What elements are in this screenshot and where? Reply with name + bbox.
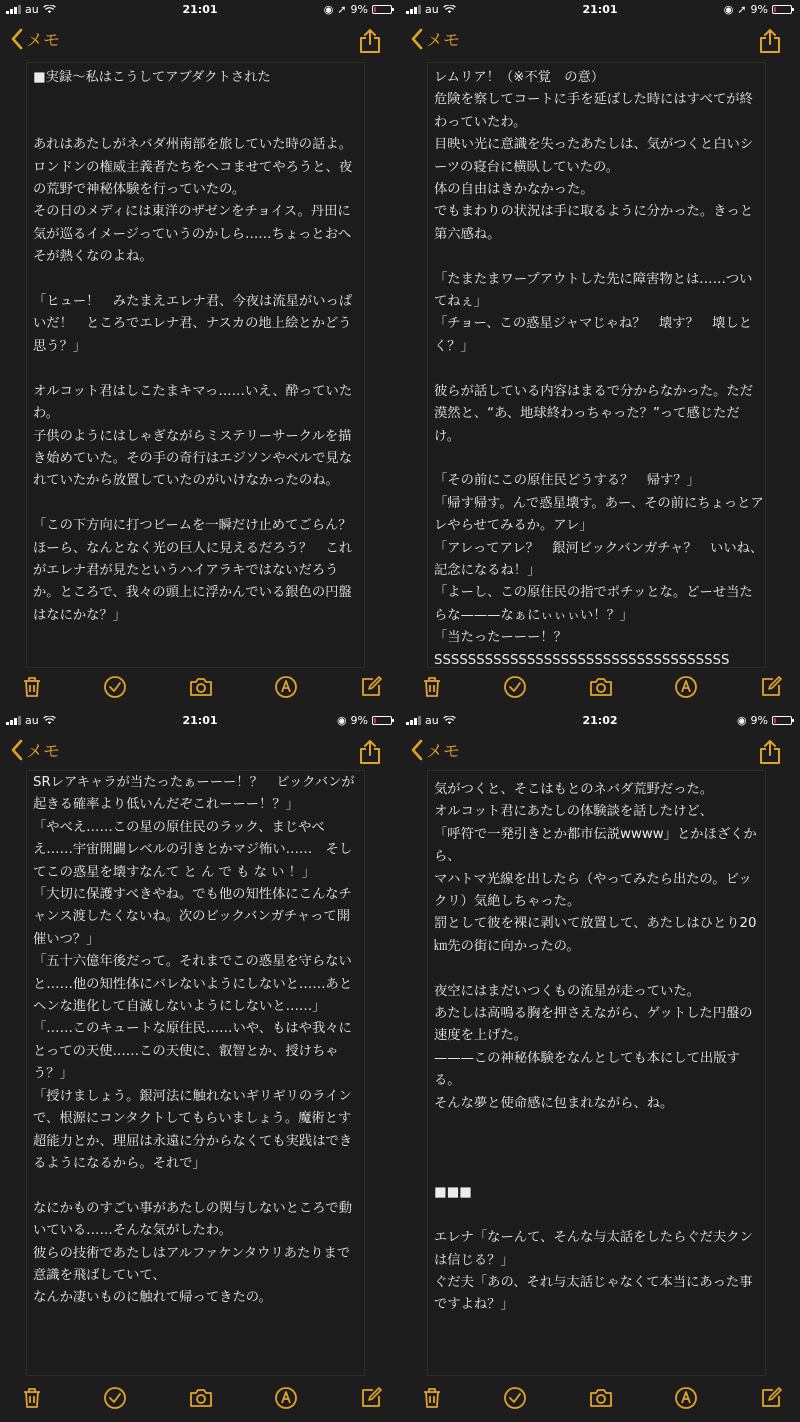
chevron-left-icon — [410, 739, 424, 761]
note-text[interactable]: レムリア！（※不覚 の意） 危険を察してコートに手を延ばした時にはすべてが終わっていたわ。 目映い光に意識を失ったあたしは、気がつくと白いシーツの寝台に横臥していたの。 体の自由はきかなかった。 でもまわりの状況は手に取るように分かった。きっと第六感ね。 「たまたまワープアウトした先に障害物とは……ついてねぇ」 「チョー、この惑星ジャマじゃね？ 壊す？ 壊しとく？」 彼らが話している内容はまるで分からなかった。ただ漠然と、“あ、地球終わっちゃった？”って感じただけ。 「その前にこの原住民どうする？ 帰す？」 「帰す帰す。んで惑星壊す。あー、その前にちょっとアレやらせてみるか。アレ」 「アレってアレ？ 銀河ビックバンガチャ？ いいね、記念になるね！」 「よーし、この原住民の指でポチッとな。どーせ当たらな———なぁにぃぃぃい！？」 「当たったーーー！？ SSSSSSSSSSSSSSSSSSSSSSSSSSSSSSSSSSS — [434, 70, 764, 668]
battery-percent: 9% — [750, 3, 768, 16]
note-text[interactable]: SRレアキャラが当たったぁーーー！？ ビックバンが起きる確率より低いんだぞこれーーー！？」 「やべえ……この星の原住民のラック、まじやべえ……宇宙開闢レベルの引きとかマジ怖い…… そしてこの惑星を壊すなんて と ん で も な い ！」 「大切に保護すべきやね。でも他の知性体にこんなチャンス渡したくないね。次のビックバンガチャって開催いつ？」 「五十六億年後だって。それまでこの惑星を守らないと……他の知性体にバレないようにしないと……あとヘンな進化して自滅しないようにしないと……」 「……このキュートな原住民……いや、もはや我々にとっての天使……この天使に、叡智とか、授けちゃう？」 「授けましょう。銀河法に触れないギリギリのラインで、根源にコンタクトしてもらいましょう。魔術とす超能力とか、理屈は永遠に分からなくても実践はできるようになるから。それで」 なにかものすごい事があたしの関与しないところで動いている……そんな気がしたわ。 彼らの技術であたしはアルファケンタウリあたりまで意識を飛ばしていて、 なんか凄いものに触れて帰ってきたの。 — [33, 775, 355, 1306]
note-text[interactable]: 気がつくと、そこはもとのネバダ荒野だった。 オルコット君にあたしの体験談を話したけど、 「呼符で一発引きとか都市伝説wwww」とかほざくから、 マハトマ光線を出したら（やってみたら出たの。ビックリ）気絶しちゃった。 罰として彼を裸に剥いて放置して、あたしはひとり20㎞先の街に向かったの。 夜空にはまだいつくもの流星が走っていた。 あたしは高鳴る胸を押さえながら、ゲットした円盤の速度を上げた。 ———この神秘体験をなんとしても本にして出版する。 そんな夢と使命感に包まれながら、ね。 ■■■ エレナ「なーんて、そんな与太話をしたらぐだ夫クンは信じる？」 ぐだ夫「あの、それ与太話じゃなくて本当にあった事ですよね？」 — [434, 782, 757, 1313]
share-icon[interactable] — [358, 28, 382, 54]
battery-icon — [372, 716, 392, 725]
battery-icon — [772, 716, 792, 725]
checklist-icon[interactable] — [103, 1386, 127, 1410]
camera-icon[interactable] — [189, 1386, 213, 1410]
status-bar — [400, 0, 800, 20]
orientation-lock-icon: ◉ — [736, 714, 747, 727]
share-icon[interactable] — [758, 739, 782, 765]
orientation-lock-icon: ◉ — [336, 714, 347, 727]
notes-screen-2 — [400, 0, 800, 711]
location-icon: ➚ — [337, 3, 347, 16]
trash-icon[interactable] — [20, 1386, 44, 1410]
markup-pen-icon[interactable] — [674, 675, 698, 699]
nav-bar — [400, 24, 800, 60]
notes-screen-3 — [0, 711, 400, 1422]
chevron-left-icon — [10, 739, 24, 761]
note-body[interactable] — [26, 62, 365, 668]
status-bar — [0, 0, 400, 20]
clock: 21:02 — [582, 714, 618, 727]
clock: 21:01 — [182, 714, 218, 727]
back-button[interactable] — [10, 26, 60, 51]
share-icon[interactable] — [758, 28, 782, 54]
orientation-lock-icon: ◉ — [723, 3, 734, 16]
battery-percent: 9% — [750, 714, 768, 727]
compose-icon[interactable] — [359, 1386, 383, 1410]
back-label: メモ — [426, 742, 460, 762]
orientation-lock-icon: ◉ — [323, 3, 334, 16]
bottom-toolbar — [400, 1376, 800, 1422]
trash-icon[interactable] — [420, 1386, 444, 1410]
back-button[interactable] — [410, 26, 460, 51]
carrier-label: au — [425, 3, 439, 16]
checklist-icon[interactable] — [503, 675, 527, 699]
camera-icon[interactable] — [189, 675, 213, 699]
back-label: メモ — [26, 742, 60, 762]
nav-bar — [0, 735, 400, 771]
back-label: メモ — [426, 31, 460, 51]
location-icon: ➚ — [737, 3, 747, 16]
markup-pen-icon[interactable] — [274, 1386, 298, 1410]
camera-icon[interactable] — [589, 675, 613, 699]
compose-icon[interactable] — [359, 675, 383, 699]
bottom-toolbar — [400, 665, 800, 711]
note-body[interactable] — [427, 62, 766, 668]
carrier-label: au — [425, 714, 439, 727]
battery-percent: 9% — [350, 714, 368, 727]
bottom-toolbar — [0, 1376, 400, 1422]
nav-bar — [0, 24, 400, 60]
carrier-label: au — [25, 3, 39, 16]
back-button[interactable] — [10, 737, 60, 762]
battery-icon — [772, 5, 792, 14]
notes-screen-1 — [0, 0, 400, 711]
status-bar — [400, 711, 800, 731]
back-label: メモ — [26, 31, 60, 51]
share-icon[interactable] — [358, 739, 382, 765]
carrier-label: au — [25, 714, 39, 727]
status-bar — [0, 711, 400, 731]
back-button[interactable] — [410, 737, 460, 762]
notes-screen-4 — [400, 711, 800, 1422]
compose-icon[interactable] — [759, 1386, 783, 1410]
battery-percent: 9% — [350, 3, 368, 16]
trash-icon[interactable] — [420, 675, 444, 699]
note-text[interactable]: ■実録〜私はこうしてアブダクトされた あれはあたしがネバダ州南部を旅していた時の話よ。 ロンドンの権威主義者たちをヘコませてやろうと、夜の荒野で神秘体験を行っていたの。 その日のメディには東洋のザゼンをチョイス。丹田に気が巡るイメージっていうのかしら……ちょっとおへそが熱くなのよね。 「ヒュー！ みたまえエレナ君、今夜は流星がいっぱいだ！ ところでエレナ君、ナスカの地上絵とかどう思う？」 オルコット君はしこたまキマっ……いえ、酔っていたわ。 子供のようにはしゃぎながらミステリーサークルを描き始めていた。その手の奇行はエジソンやベルで見なれていたから放置していたのがいけなかったのね。 「この下方向に打つビームを一瞬だけ止めてごらん？ ほーら、なんとなく光の巨人に見えるだろう？ これがエレナ君が見たというハイアラキではないだろうか。ところで、我々の頭上に浮かんでいる銀色の円盤はなにかな？」 — [33, 70, 353, 623]
chevron-left-icon — [410, 28, 424, 50]
clock: 21:01 — [582, 3, 618, 16]
note-body[interactable] — [26, 770, 365, 1376]
checklist-icon[interactable] — [103, 675, 127, 699]
bottom-toolbar — [0, 665, 400, 711]
markup-pen-icon[interactable] — [674, 1386, 698, 1410]
camera-icon[interactable] — [589, 1386, 613, 1410]
clock: 21:01 — [182, 3, 218, 16]
trash-icon[interactable] — [20, 675, 44, 699]
battery-icon — [372, 5, 392, 14]
nav-bar — [400, 735, 800, 771]
checklist-icon[interactable] — [503, 1386, 527, 1410]
note-body[interactable] — [427, 770, 766, 1376]
chevron-left-icon — [10, 28, 24, 50]
markup-pen-icon[interactable] — [274, 675, 298, 699]
compose-icon[interactable] — [759, 675, 783, 699]
